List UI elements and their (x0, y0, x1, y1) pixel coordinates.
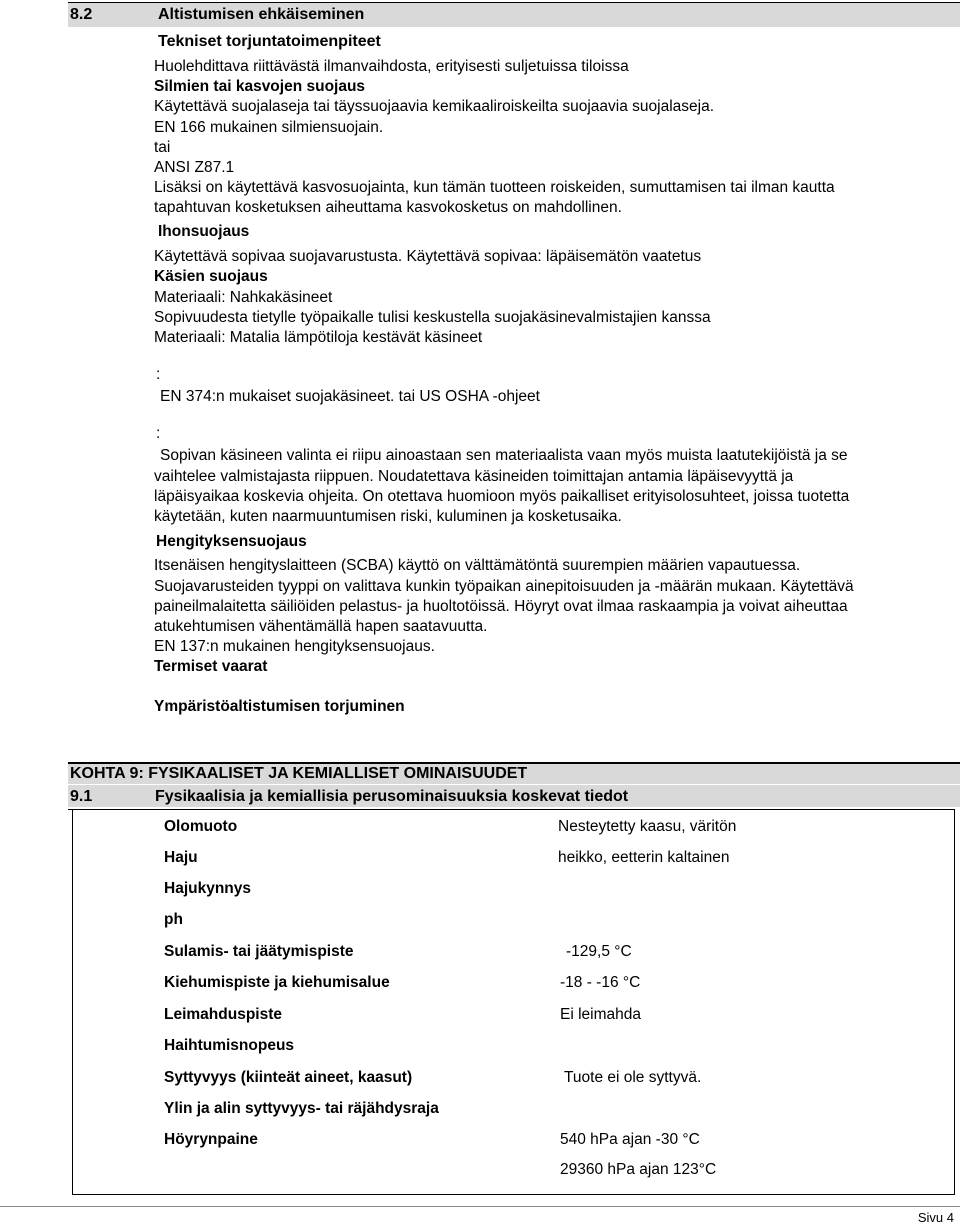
property-label: Olomuoto (164, 818, 238, 835)
hand-line-5: Sopivan käsineen valinta ei riipu ainoastaan sen materiaalista vaan myös muista laatutekijöistä ja se (160, 447, 848, 464)
hand-line-2: Sopivuudesta tietylle työpaikalle tulisi keskustella suojakäsinevalmistajien kanssa (154, 309, 711, 326)
section-number: 8.2 (70, 6, 93, 23)
section-8-2-header (68, 2, 960, 27)
eye-line-6: tapahtuvan kosketuksen aiheuttama kasvokosketus on mahdollinen. (154, 199, 622, 216)
table-right-border (954, 809, 955, 1195)
eye-line-5: Lisäksi on käytettävä kasvosuojainta, kun tämän tuotteen roiskeiden, sumuttamisen tai ilman kautta (154, 179, 835, 196)
subsection-title: Fysikaalisia ja kemiallisia perusominaisuuksia koskevat tiedot (155, 788, 629, 805)
property-value: Tuote ei ole syttyvä. (564, 1069, 702, 1086)
section-title: Altistumisen ehkäiseminen (158, 6, 365, 23)
eye-line-1: Käytettävä suojalaseja tai täyssuojaavia kemikaaliroiskeilta suojaavia suojalaseja. (154, 98, 715, 115)
resp-line-1: Itsenäisen hengityslaitteen (SCBA) käyttö on välttämätöntä suurempien määrien vapautuessa. (154, 557, 801, 574)
technical-text: Huolehdittava riittävästä ilmanvaihdosta, erityisesti suljetuissa tiloissa (154, 58, 629, 75)
property-label: Höyrynpaine (164, 1131, 258, 1148)
table-bottom-border (72, 1194, 955, 1195)
section-9-1-header (68, 785, 960, 807)
resp-line-5: EN 137:n mukainen hengityksensuojaus. (154, 638, 435, 655)
property-label: Haju (164, 849, 198, 866)
property-value: -18 - -16 °C (560, 974, 641, 991)
property-label: Haihtumisnopeus (164, 1037, 295, 1054)
section-9-header (68, 762, 960, 784)
property-label: Sulamis- tai jäätymispiste (164, 943, 354, 960)
hand-heading: Käsien suojaus (154, 268, 268, 285)
property-value: Ei leimahda (560, 1006, 641, 1023)
hand-line-8: käytetään, kuten naarmuuntumisen riski, kuluminen ja kosketusaika. (154, 508, 622, 525)
hand-line-7: läpäisyaikaa koskevia ohjeita. On otettava huomioon myös paikalliset erityisolosuhteet, joissa tuotetta (154, 488, 850, 505)
property-value-extra: 29360 hPa ajan 123°C (560, 1161, 717, 1178)
property-label: Leimahduspiste (164, 1006, 282, 1023)
page-number: Sivu 4 (917, 1210, 954, 1225)
section-9-title: KOHTA 9: FYSIKAALISET JA KEMIALLISET OMINAISUUDET (70, 765, 528, 782)
subsection-number: 9.1 (70, 788, 93, 805)
thermal-heading: Termiset vaarat (154, 658, 268, 675)
colon-2: : (156, 425, 161, 442)
property-value: heikko, eetterin kaltainen (558, 849, 730, 866)
technical-heading: Tekniset torjuntatoimenpiteet (158, 33, 381, 50)
resp-heading: Hengityksensuojaus (156, 533, 307, 550)
property-label: Syttyvyys (kiinteät aineet, kaasut) (164, 1069, 413, 1086)
resp-line-4: atukehtumisen vähentämällä hapen saatavuutta. (154, 618, 488, 635)
eye-line-3: tai (154, 139, 171, 156)
property-label: Kiehumispiste ja kiehumisalue (164, 974, 390, 991)
skin-text: Käytettävä sopivaa suojavarustusta. Käytettävä sopivaa: läpäisemätön vaatetus (154, 248, 702, 265)
hand-line-6: vaihtelee valmistajasta riippuen. Noudatettava käsineiden toimittajan antamia läpäisevyyttä ja (154, 468, 794, 485)
resp-line-3: paineilmalaitetta säiliöiden pelastus- ja huoltotöissä. Höyryt ovat ilmaa raskaampia ja voivat aiheuttaa (154, 598, 848, 615)
colon-1: : (156, 366, 161, 383)
hand-line-3: Materiaali: Matalia lämpötiloja kestävät käsineet (154, 329, 483, 346)
env-heading: Ympäristöaltistumisen torjuminen (154, 698, 405, 715)
resp-line-2: Suojavarusteiden tyyppi on valittava kunkin työpaikan ainepitoisuuden ja -määrän mukaan. Käytettävä (154, 578, 854, 595)
property-value: -129,5 °C (566, 943, 632, 960)
eye-line-4: ANSI Z87.1 (154, 159, 235, 176)
property-value: Nesteytetty kaasu, väritön (558, 818, 737, 835)
table-top-border (68, 809, 954, 810)
hand-line-4: EN 374:n mukaiset suojakäsineet. tai US OSHA -ohjeet (160, 388, 540, 405)
skin-heading: Ihonsuojaus (158, 223, 250, 240)
property-label: Hajukynnys (164, 880, 252, 897)
table-left-border (72, 809, 73, 1195)
property-value: 540 hPa ajan -30 °C (560, 1131, 700, 1148)
property-label: Ylin ja alin syttyvyys- tai räjähdysraja (164, 1100, 439, 1117)
eye-heading: Silmien tai kasvojen suojaus (154, 78, 366, 95)
property-label: ph (164, 911, 183, 928)
footer-divider (0, 1206, 960, 1207)
hand-line-1: Materiaali: Nahkakäsineet (154, 289, 333, 306)
eye-line-2: EN 166 mukainen silmiensuojain. (154, 119, 384, 136)
